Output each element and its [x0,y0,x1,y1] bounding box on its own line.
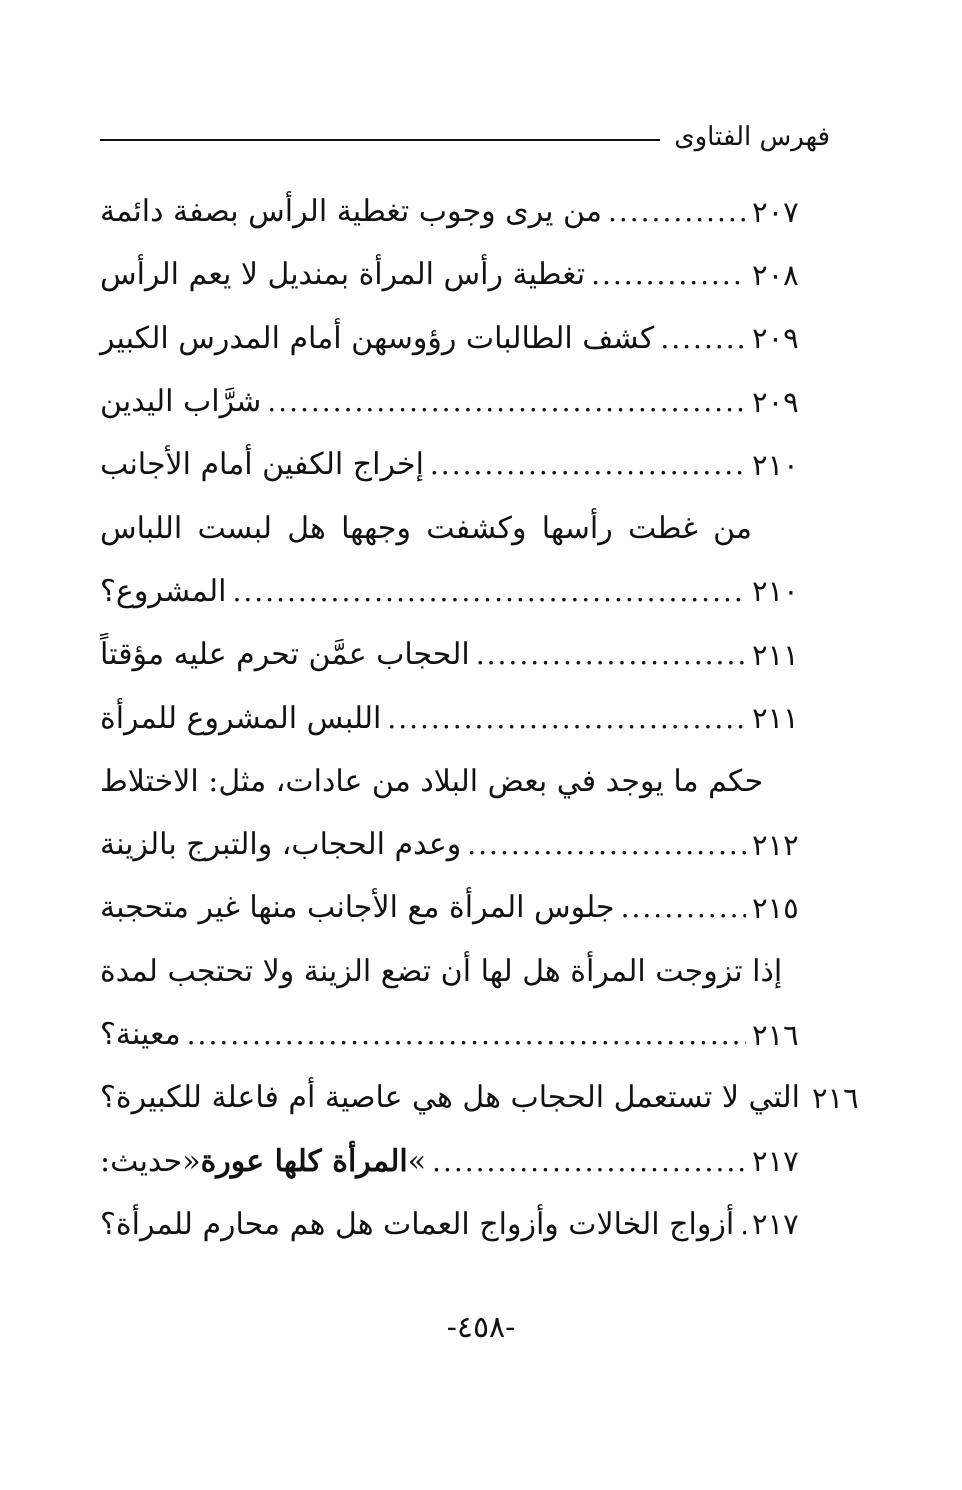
entry-title: الحجاب عمَّن تحرم عليه مؤقتاً [100,637,470,673]
dot-leader [476,638,746,671]
dot-leader [467,828,746,861]
page-header [100,112,830,162]
entry-page: ٢١٧ [752,1207,799,1242]
header-title: فهرس الفتاوى [674,122,830,152]
entry-title-line1: حكم ما يوجد في بعض البلاد من عادات، مثل: الاختلاط [100,763,764,799]
entry-page: ٢٠٩ [752,321,799,356]
index-entry-line1 [100,940,822,1003]
entry-page: ٢٠٨ [752,257,799,292]
entry-page: ٢١٢ [752,827,799,862]
dot-leader [232,575,746,608]
entry-title-line1: من غطت رأسها وكشفت وجهها هل لبست اللباس [100,510,752,546]
entry-title: من يرى وجوب تغطية الرأس بصفة دائمة [100,194,602,230]
entry-page: ٢٠٩ [752,384,799,419]
entry-page: ٢١٠ [752,574,799,609]
entry-title: إخراج الكفين أمام الأجانب [100,447,424,483]
index-entry [100,623,822,686]
entry-title-line2: المشروع؟ [100,573,227,609]
entry-title: التي لا تستعمل الحجاب هل هي عاصية أم فاعلة للكبيرة؟ [100,1080,801,1116]
quote-open: « [182,1143,201,1179]
entry-title: تغطية رأس المرأة بمنديل لا يعم الرأس [100,257,586,293]
quote-close: » [407,1143,427,1179]
entry-page: ٢١٦ [752,1017,799,1052]
dot-leader [432,1145,746,1178]
dot-leader [608,195,746,228]
index-entry [100,180,822,243]
index-entry-line2 [100,560,822,623]
dot-leader [660,322,746,355]
index-entry [100,876,822,939]
dot-leader [430,448,746,481]
entry-page: ٢١٦ [812,1080,859,1115]
index-entry [100,1193,822,1256]
dot-leader [267,385,746,418]
entry-page: ٢١٧ [752,1144,799,1179]
index-list [100,180,859,1256]
index-entry [100,370,822,433]
index-entry-line2 [100,813,822,876]
dot-leader [621,891,746,924]
entry-title: كشف الطالبات رؤوسهن أمام المدرس الكبير [100,320,655,356]
index-entry [100,243,822,306]
entry-page: ٢١٥ [752,890,799,925]
entry-title-line2: وعدم الحجاب، والتبرج بالزينة [100,827,462,863]
entry-page: ٢١١ [752,701,799,736]
index-entry-line1 [100,750,822,813]
entry-page: ٢١٠ [752,447,799,482]
entry-title: اللبس المشروع للمرأة [100,700,382,736]
entry-page: ٢٠٧ [752,194,799,229]
index-entry-line1 [100,496,822,559]
entry-title: جلوس المرأة مع الأجانب منها غير متحجبة [100,890,615,926]
index-entry-line2 [100,1003,822,1066]
entry-page: ٢١١ [752,637,799,672]
entry-title-quoted: المرأة كلها عورة [200,1143,408,1179]
page-number: -٤٥٨- [446,1310,516,1345]
index-entry [100,1129,822,1192]
entry-title-line1: إذا تزوجت المرأة هل لها أن تضع الزينة ولا تحتجب لمدة [100,953,783,989]
dot-leader [591,258,746,291]
dot-leader [740,1208,746,1241]
index-entry [100,686,822,749]
index-entry [100,433,822,496]
header-rule [100,139,660,141]
index-entry [100,1066,859,1129]
index-entry [100,307,822,370]
entry-title-line2: معينة؟ [100,1017,181,1052]
dot-leader [387,702,746,735]
entry-title-prefix: حديث: [100,1143,183,1179]
dot-leader [187,1018,746,1051]
entry-title: أزواج الخالات وأزواج العمات هل هم محارم للمرأة؟ [100,1206,735,1242]
entry-title: شرَّاب اليدين [100,384,262,420]
